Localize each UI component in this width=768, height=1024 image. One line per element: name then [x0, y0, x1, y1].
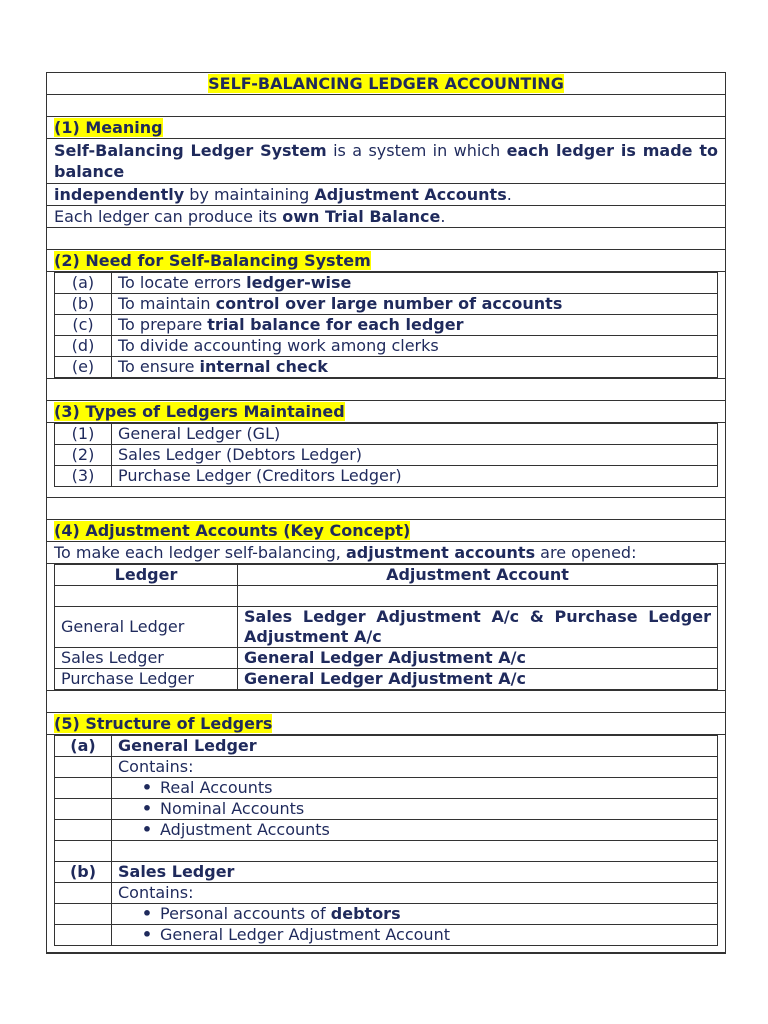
list-item-text: General Ledger Adjustment Account — [160, 925, 450, 944]
column-header-ledger: Ledger — [55, 565, 238, 586]
list-item-text: Adjustment Accounts — [160, 820, 330, 839]
document-title: SELF-BALANCING LEDGER ACCOUNTING — [208, 74, 564, 93]
need-item-text — [112, 336, 718, 357]
spacer-row — [47, 228, 725, 250]
bullet-icon — [134, 925, 160, 944]
need-text: To locate errors — [118, 273, 247, 292]
list-item — [112, 925, 718, 946]
table-row — [55, 925, 718, 946]
table-row — [55, 466, 718, 487]
table-row — [55, 799, 718, 820]
meaning-text: Each ledger can produce its — [54, 207, 283, 226]
adjustment-intro-text: are opened: — [535, 543, 637, 562]
meaning-text: by maintaining — [184, 185, 315, 204]
list-item-text: Personal accounts of — [160, 904, 331, 923]
list-item-text: Real Accounts — [160, 778, 273, 797]
structure-table — [54, 735, 718, 946]
meaning-text: is a system in which — [326, 141, 507, 160]
list-item — [112, 904, 718, 925]
spacer-row — [47, 691, 725, 713]
empty-cell — [55, 778, 112, 799]
table-row — [55, 883, 718, 904]
column-header-account: Adjustment Account — [238, 565, 718, 586]
account-cell: Sales Ledger Adjustment A/c & Purchase Ledger Adjustment A/c — [238, 607, 718, 648]
adjustment-table — [54, 564, 718, 690]
need-item-label: (e) — [55, 357, 112, 378]
table-row — [55, 669, 718, 690]
adjustment-heading-row — [47, 520, 725, 542]
bullet-icon — [134, 904, 160, 923]
table-row — [55, 357, 718, 378]
empty-cell — [55, 586, 238, 607]
table-row — [55, 607, 718, 648]
structure-table-block — [47, 735, 725, 953]
meaning-heading-row — [47, 117, 725, 139]
adjustment-intro-text: To make each ledger self-balancing, — [54, 543, 346, 562]
types-item-text: General Ledger (GL) — [112, 424, 718, 445]
table-header-row — [55, 565, 718, 586]
table-row — [55, 862, 718, 883]
spacer-row — [47, 498, 725, 520]
structure-contains: Contains: — [112, 883, 718, 904]
types-item-label: (1) — [55, 424, 112, 445]
structure-label: (a) — [55, 736, 112, 757]
table-row — [55, 445, 718, 466]
table-row — [55, 648, 718, 669]
spacer-row — [47, 95, 725, 117]
ledger-cell: Sales Ledger — [55, 648, 238, 669]
empty-cell — [55, 883, 112, 904]
empty-cell — [238, 586, 718, 607]
structure-heading: (5) Structure of Ledgers — [54, 714, 273, 733]
need-table — [54, 272, 718, 378]
account-cell: General Ledger Adjustment A/c — [238, 648, 718, 669]
empty-cell — [55, 820, 112, 841]
table-row — [55, 586, 718, 607]
adjustment-table-block — [47, 564, 725, 691]
bullet-icon — [134, 799, 160, 818]
need-bold: trial balance for each ledger — [207, 315, 464, 334]
bullet-icon — [134, 778, 160, 797]
structure-title: General Ledger — [112, 736, 718, 757]
need-item-text — [112, 273, 718, 294]
structure-contains: Contains: — [112, 757, 718, 778]
need-item-text — [112, 315, 718, 336]
meaning-heading: (1) Meaning — [54, 118, 163, 137]
need-item-label: (b) — [55, 294, 112, 315]
meaning-bold: Adjustment Accounts — [314, 185, 507, 204]
account-cell: General Ledger Adjustment A/c — [238, 669, 718, 690]
meaning-text: . — [440, 207, 446, 226]
list-item — [112, 799, 718, 820]
table-row — [55, 424, 718, 445]
empty-cell — [55, 841, 112, 862]
structure-title: Sales Ledger — [112, 862, 718, 883]
table-row — [55, 820, 718, 841]
table-row — [55, 315, 718, 336]
adjustment-intro-bold: adjustment accounts — [345, 543, 536, 562]
empty-cell — [55, 925, 112, 946]
structure-label: (b) — [55, 862, 112, 883]
list-item-bold: debtors — [330, 904, 401, 923]
ledger-cell: Purchase Ledger — [55, 669, 238, 690]
document — [46, 72, 726, 954]
need-item-label: (d) — [55, 336, 112, 357]
meaning-text: . — [506, 185, 512, 204]
list-item — [112, 820, 718, 841]
need-text: To divide accounting work among clerks — [118, 336, 439, 355]
types-item-text: Sales Ledger (Debtors Ledger) — [112, 445, 718, 466]
table-row — [55, 336, 718, 357]
need-text: To maintain — [118, 294, 216, 313]
spacer-row — [47, 379, 725, 401]
adjustment-heading: (4) Adjustment Accounts (Key Concept) — [54, 521, 411, 540]
meaning-paragraph-1 — [47, 139, 725, 184]
list-item-text: Nominal Accounts — [160, 799, 305, 818]
types-item-label: (3) — [55, 466, 112, 487]
meaning-bold: each ledger is made to balance — [54, 141, 719, 181]
table-row — [55, 736, 718, 757]
need-item-label: (a) — [55, 273, 112, 294]
meaning-paragraph-3 — [47, 206, 725, 228]
table-row — [55, 904, 718, 925]
need-bold: control over large number of accounts — [215, 294, 563, 313]
types-table — [54, 423, 718, 487]
need-text: To ensure — [118, 357, 200, 376]
table-row — [55, 841, 718, 862]
table-row — [55, 757, 718, 778]
need-bold: internal check — [199, 357, 328, 376]
meaning-bold: independently — [54, 185, 185, 204]
empty-cell — [55, 904, 112, 925]
meaning-bold: own Trial Balance — [282, 207, 441, 226]
empty-cell — [55, 799, 112, 820]
need-item-text — [112, 357, 718, 378]
structure-heading-row — [47, 713, 725, 735]
empty-cell — [55, 757, 112, 778]
need-item-label: (c) — [55, 315, 112, 336]
need-table-block — [47, 272, 725, 379]
need-heading-row — [47, 250, 725, 272]
need-heading: (2) Need for Self-Balancing System — [54, 251, 371, 270]
types-item-label: (2) — [55, 445, 112, 466]
ledger-cell: General Ledger — [55, 607, 238, 648]
need-text: To prepare — [118, 315, 208, 334]
meaning-term: Self-Balancing Ledger System — [54, 141, 327, 160]
list-item — [112, 778, 718, 799]
types-heading-row — [47, 401, 725, 423]
need-bold: ledger-wise — [246, 273, 352, 292]
types-heading: (3) Types of Ledgers Maintained — [54, 402, 345, 421]
types-item-text: Purchase Ledger (Creditors Ledger) — [112, 466, 718, 487]
types-table-block — [47, 423, 725, 498]
adjustment-intro — [47, 542, 725, 564]
need-item-text — [112, 294, 718, 315]
empty-cell — [112, 841, 718, 862]
table-row — [55, 294, 718, 315]
meaning-paragraph-2 — [47, 184, 725, 206]
table-row — [55, 778, 718, 799]
table-row — [55, 273, 718, 294]
title-row — [47, 73, 725, 95]
bullet-icon — [134, 820, 160, 839]
